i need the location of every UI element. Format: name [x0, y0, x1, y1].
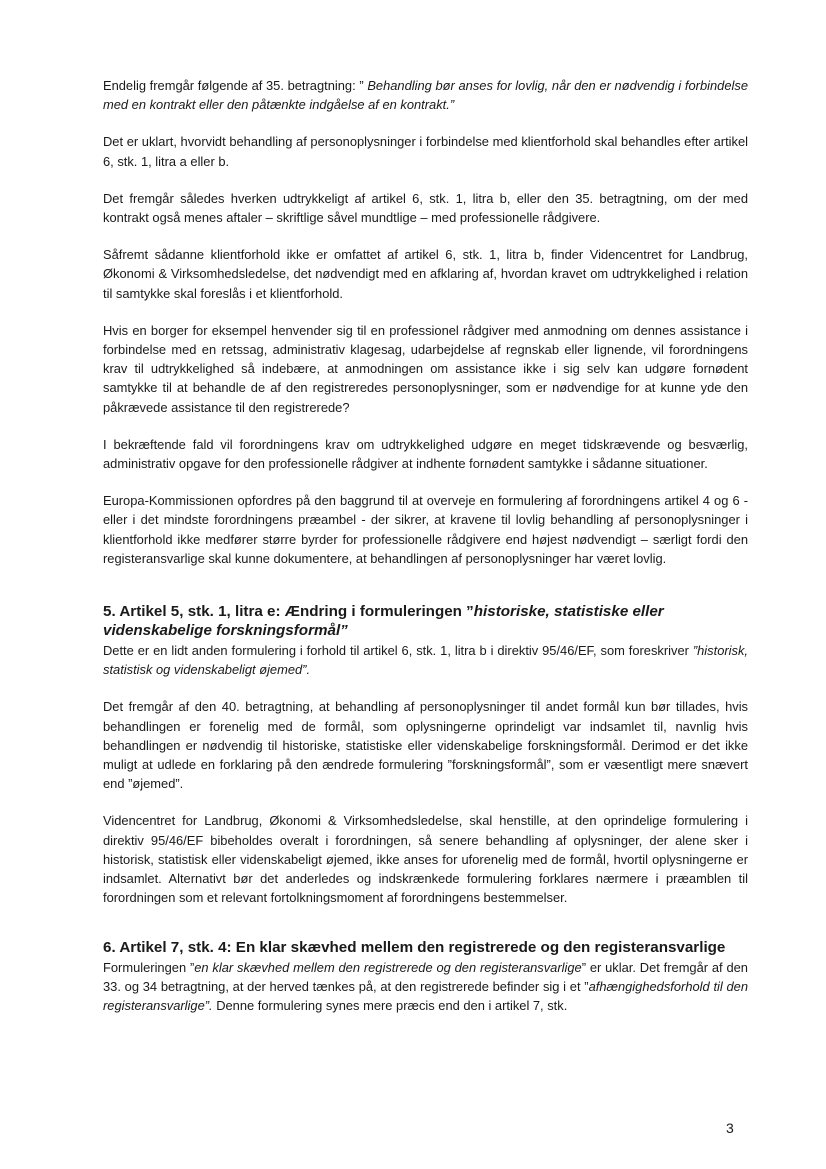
paragraph-commission-call: Europa-Kommissionen opfordres på den baggrund til at overveje en formulering af forordningens artikel 4 og 6 - eller i det mindste forordningens præambel - der sikrer, at kravene til lovlig behandling af personoplysninger i klientforhold ikke medfører større byrder for professionelle rådgivere end højest nødvendigt – særligt fordi den registeransvarlige skal kunne dokumentere, at behandlingen af personoplysninger har været lovlig. [103, 493, 748, 566]
quote-italic: en klar skævhed mellem den registrerede og den registeransvarlige [194, 959, 582, 975]
text-run: Dette er en lidt anden formulering i forhold til artikel 6, stk. 1, litra b i direktiv 95/46/EF, som foreskriver [103, 643, 693, 659]
paragraph-client-relations: Såfremt sådanne klientforhold ikke er omfattet af artikel 6, stk. 1, litra b, finder Videncentret for Landbrug, Økonomi & Virksomhedsledelse, det nødvendigt med en afklaring af, hvordan kravet om udtrykkelighed i relation til samtykke skal foreslås i et klientforhold. [103, 247, 748, 301]
paragraph-burden: I bekræftende fald vil forordningens krav om udtrykkelighed udgøre en meget tidskrævende og besværlig, administrativ opgave for den professionelle rådgiver at indhente fornødent samtykke i sådanne situationer. [103, 436, 748, 472]
text-run: ” er uklar. Det fremgår af den 33. og 34 betragtning, at der herved tænkes på, at den registrerede befinder sig i et ” [103, 959, 748, 994]
page-body [103, 76, 748, 1015]
section-6 [103, 938, 748, 1016]
section-5-paragraph-2: Det fremgår af den 40. betragtning, at behandling af personoplysninger til andet formål kun bør tillades, hvis behandlingen er forenelig med de formål, som oplysningerne oprindeligt var indsamlet til, navnlig hvis behandlingen er nødvendig til historiske, statistiske eller videnskabelige forskningsformål. Derimod er det ikke muligt at udlede en forklaring på den ændrede formulering ”forskningsformål”, som er væsentligt mere snævert end ”øjemed”. [103, 699, 748, 792]
text-run: Denne formulering synes mere præcis end den i artikel 7, stk. [212, 997, 568, 1013]
heading-text: 5. Artikel 5, stk. 1, litra e: Ændring i formuleringen ” [103, 603, 474, 621]
paragraph-contract-meaning: Det fremgår således hverken udtrykkeligt af artikel 6, stk. 1, litra b, eller den 35. betragtning, om der med kontrakt også menes aftaler – skriftlige såvel mundtlige – med professionelle rådgivere. [103, 190, 748, 226]
paragraph-recital-35 [103, 76, 748, 114]
quote-italic: afhængighedsforhold til den registeransvarlige”. [103, 978, 749, 1013]
section-5-heading [103, 602, 748, 640]
heading-quote-close: ” [340, 622, 348, 640]
section-5-paragraph-1 [103, 641, 748, 679]
section-6-heading: 6. Artikel 7, stk. 4: En klar skævhed mellem den registrerede og den registeransvarlige [103, 938, 726, 956]
text-run: Endelig fremgår følgende af 35. betragtning: ” [103, 78, 364, 93]
paragraph-unclear-article-6: Det er uklart, hvorvidt behandling af personoplysninger i forbindelse med klientforhold skal behandles efter artikel 6, stk. 1, litra a eller b. [103, 134, 748, 169]
section-5 [103, 602, 748, 907]
page-number: 3 [726, 1120, 734, 1136]
quote-italic: ”historisk, statistisk og videnskabeligt øjemed”. [103, 643, 748, 678]
paragraph-example-citizen: Hvis en borger for eksempel henvender sig til en professionel rådgiver med anmodning om dennes assistance i forbindelse med en retssag, administrativ klagesag, udarbejdelse af regnskab eller lignende, vil forordningens krav til udtrykkelighed så indebære, at anmodningen om assistance ikke i sig selv kan udgøre fornødent samtykke til at behandle de af den registreredes personoplysninger, som er nødvendige for at kunne yde den påkrævede assistance til den registrerede? [103, 322, 748, 415]
heading-italic: historiske, statistiske eller videnskabelige forskningsformål [103, 603, 664, 640]
text-run: Formuleringen ” [103, 959, 195, 975]
quote-italic: Behandling bør anses for lovlig, når den er nødvendig i forbindelse med en kontrakt eller den påtænkte indgåelse af en kontrakt.” [103, 78, 748, 113]
section-5-paragraph-3: Videncentret for Landbrug, Økonomi & Virksomhedsledelse, skal henstille, at den oprindelige formulering i direktiv 95/46/EF bibeholdes overalt i forordningen, så senere behandling af oplysninger, der alene sker i historisk, statistisk eller videnskabeligt øjemed, ikke anses for uforenelig med de formål, hvortil oplysningerne er indsamlet. Alternativt bør det anderledes og indskrænkede formulering forklares nærmere i præamblen til forordningen som et relevant fortolkningsmoment af forordningens bestemmelser. [103, 813, 748, 906]
section-6-paragraph-1 [103, 958, 748, 1016]
